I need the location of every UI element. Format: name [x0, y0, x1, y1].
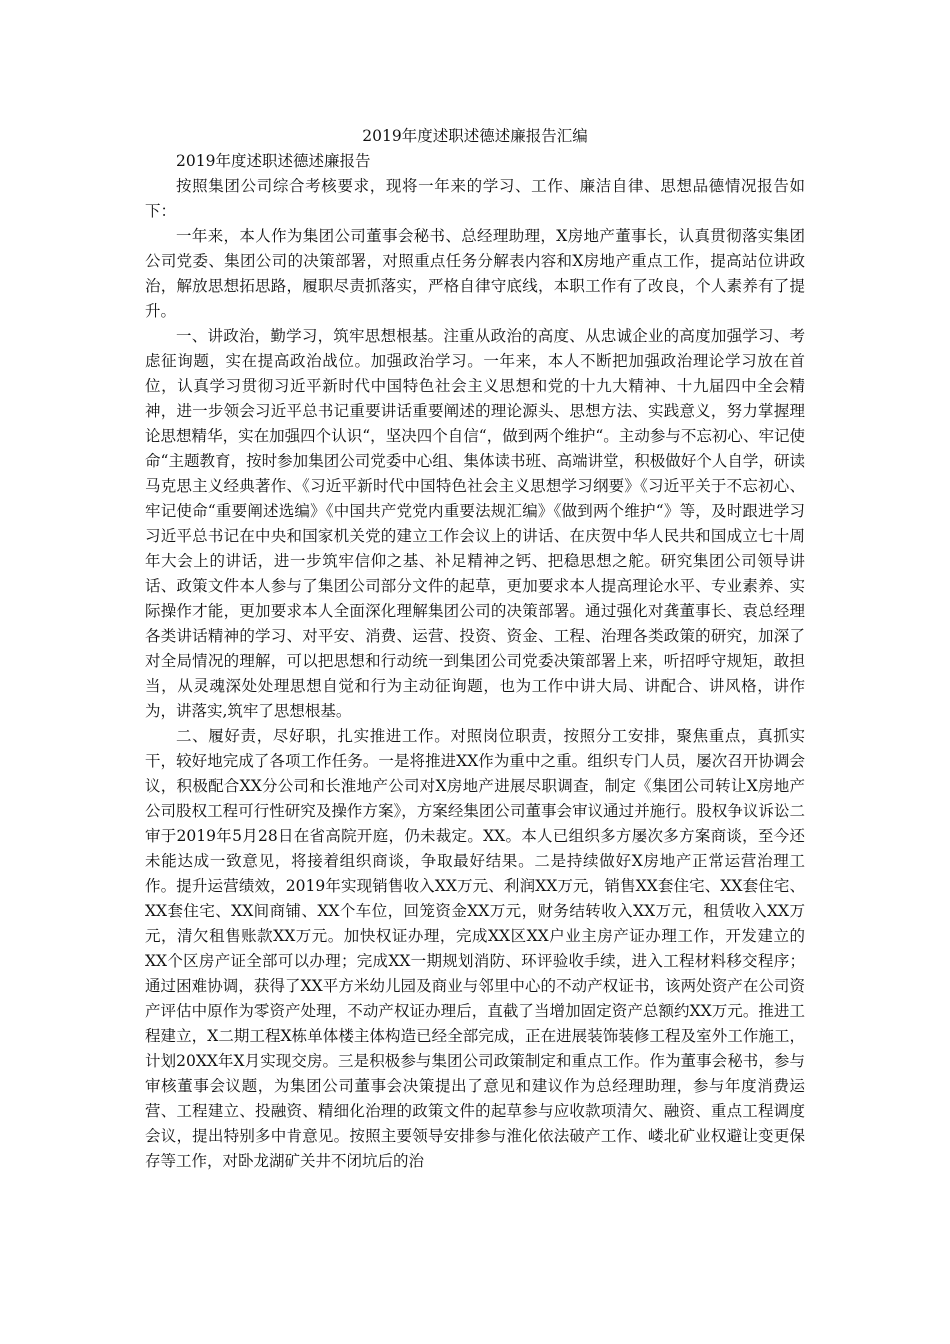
paragraph-section-politics-study: 一、讲政治，勤学习，筑牢思想根基。注重从政治的高度、从忠诚企业的高度加强学习、考虑征询题，实在提高政治战位。加强政治学习。一年来，本人不断把加强政治理论学习放在首位，认真学习贯彻习近平新时代中国特色社会主义思想和党的十九大精神、十九届四中全会精神，进一步领会习近平总书记重要讲话重要阐述的理论源头、思想方法、实践意义，努力掌握理论思想精华，实在加强四个认识“，坚决四个自信“，做到两个维护“。主动参与不忘初心、牢记使命“主题教育，按时参加集团公司党委中心组、集体读书班、高端讲堂，积极做好个人自学，研读马克思主义经典著作、《习近平新时代中国特色社会主义思想学习纲要》《习近平关于不忘初心、牢记使命“重要阐述选编》《中国共产党党内重要法规汇编》《做到两个维护“》等，及时跟进学习习近平总书记在中央和国家机关党的建立工作会议上的讲话、在庆贺中华人民共和国成立七十周年大会上的讲话，进一步筑牢信仰之基、补足精神之钙、把稳思想之舵。研究集团公司领导讲话、政策文件本人参与了集团公司部分文件的起草，更加要求本人提高理论水平、专业素养、实际操作才能，更加要求本人全面深化理解集团公司的决策部署。通过强化对龚董事长、袁总经理各类讲话精神的学习、对平安、消费、运营、投资、资金、工程、治理各类政策的研究，加深了对全局情况的理解，可以把思想和行动统一到集团公司党委决策部署上来，听招呼守规矩，敢担当，从灵魂深处处理思想自觉和行为主动征询题，也为工作中讲大局、讲配合、讲风格，讲作为，讲落实,筑牢了思想根基。 — [145, 327, 805, 720]
document-page — [145, 124, 805, 1174]
report-subtitle: 2019年度述职述德述廉报告 — [176, 152, 371, 170]
paragraph-intro: 按照集团公司综合考核要求，现将一年来的学习、工作、廉洁自律、思想品德情况报告如下： — [145, 177, 805, 220]
document-title: 2019年度述职述德述廉报告汇编 — [362, 127, 588, 145]
paragraph-section-duties: 二、履好责，尽好职，扎实推进工作。对照岗位职责，按照分工安排，聚焦重点，真抓实干，较好地完成了各项工作任务。一是将推进XX作为重中之重。组织专门人员，屡次召开协调会议，积极配合XX分公司和长淮地产公司对X房地产进展尽职调查，制定《集团公司转让X房地产公司股权工程可行性研究及操作方案》，方案经集团公司董事会审议通过并施行。股权争议诉讼二审于2019年5月28日在省高院开庭，仍未裁定。XX。本人已组织多方屡次多方案商谈，至今还未能达成一致意见，将接着组织商谈，争取最好结果。二是持续做好X房地产正常运营治理工作。提升运营绩效，2019年实现销售收入XX万元、利润XX万元，销售XX套住宅、XX套住宅、XX套住宅、XX间商铺、XX个车位，回笼资金XX万元，财务结转收入XX万元，租赁收入XX万元，清欠租售账款XX万元。加快权证办理，完成XX区XX户业主房产证办理工作，开发建立的XX个区房产证全部可以办理；完成XX一期规划消防、环评验收手续，进入工程材料移交程序；通过困难协调，获得了XX平方米幼儿园及商业与邻里中心的不动产权证书，该两处资产在公司资产评估中原作为零资产处理，不动产权证办理后，直截了当增加固定资产总额约XX万元。推进工程建立，X二期工程X栋单体楼主体构造已经全部完成，正在进展装饰装修工程及室外工作施工，计划20XX年X月实现交房。三是积极参与集团公司政策制定和重点工作。作为董事会秘书，参与审核董事会议题，为集团公司董事会决策提出了意见和建议作为总经理助理，参与年度消费运营、工程建立、投融资、精细化治理的政策文件的起草参与应收款项清欠、融资、重点工程调度会议，提出特别多中肯意见。按照主要领导安排参与淮化依法破产工作、嵝北矿业权避让变更保存等工作，对卧龙湖矿关井不闭坑后的治 — [145, 727, 805, 1170]
paragraph-overview: 一年来，本人作为集团公司董事会秘书、总经理助理，X房地产董事长，认真贯彻落实集团公司党委、集团公司的决策部署，对照重点任务分解表内容和X房地产重点工作，提高站位讲政治，解放思想拓思路，履职尽责抓落实，严格自律守底线，本职工作有了改良，个人素养有了提升。 — [145, 227, 805, 320]
